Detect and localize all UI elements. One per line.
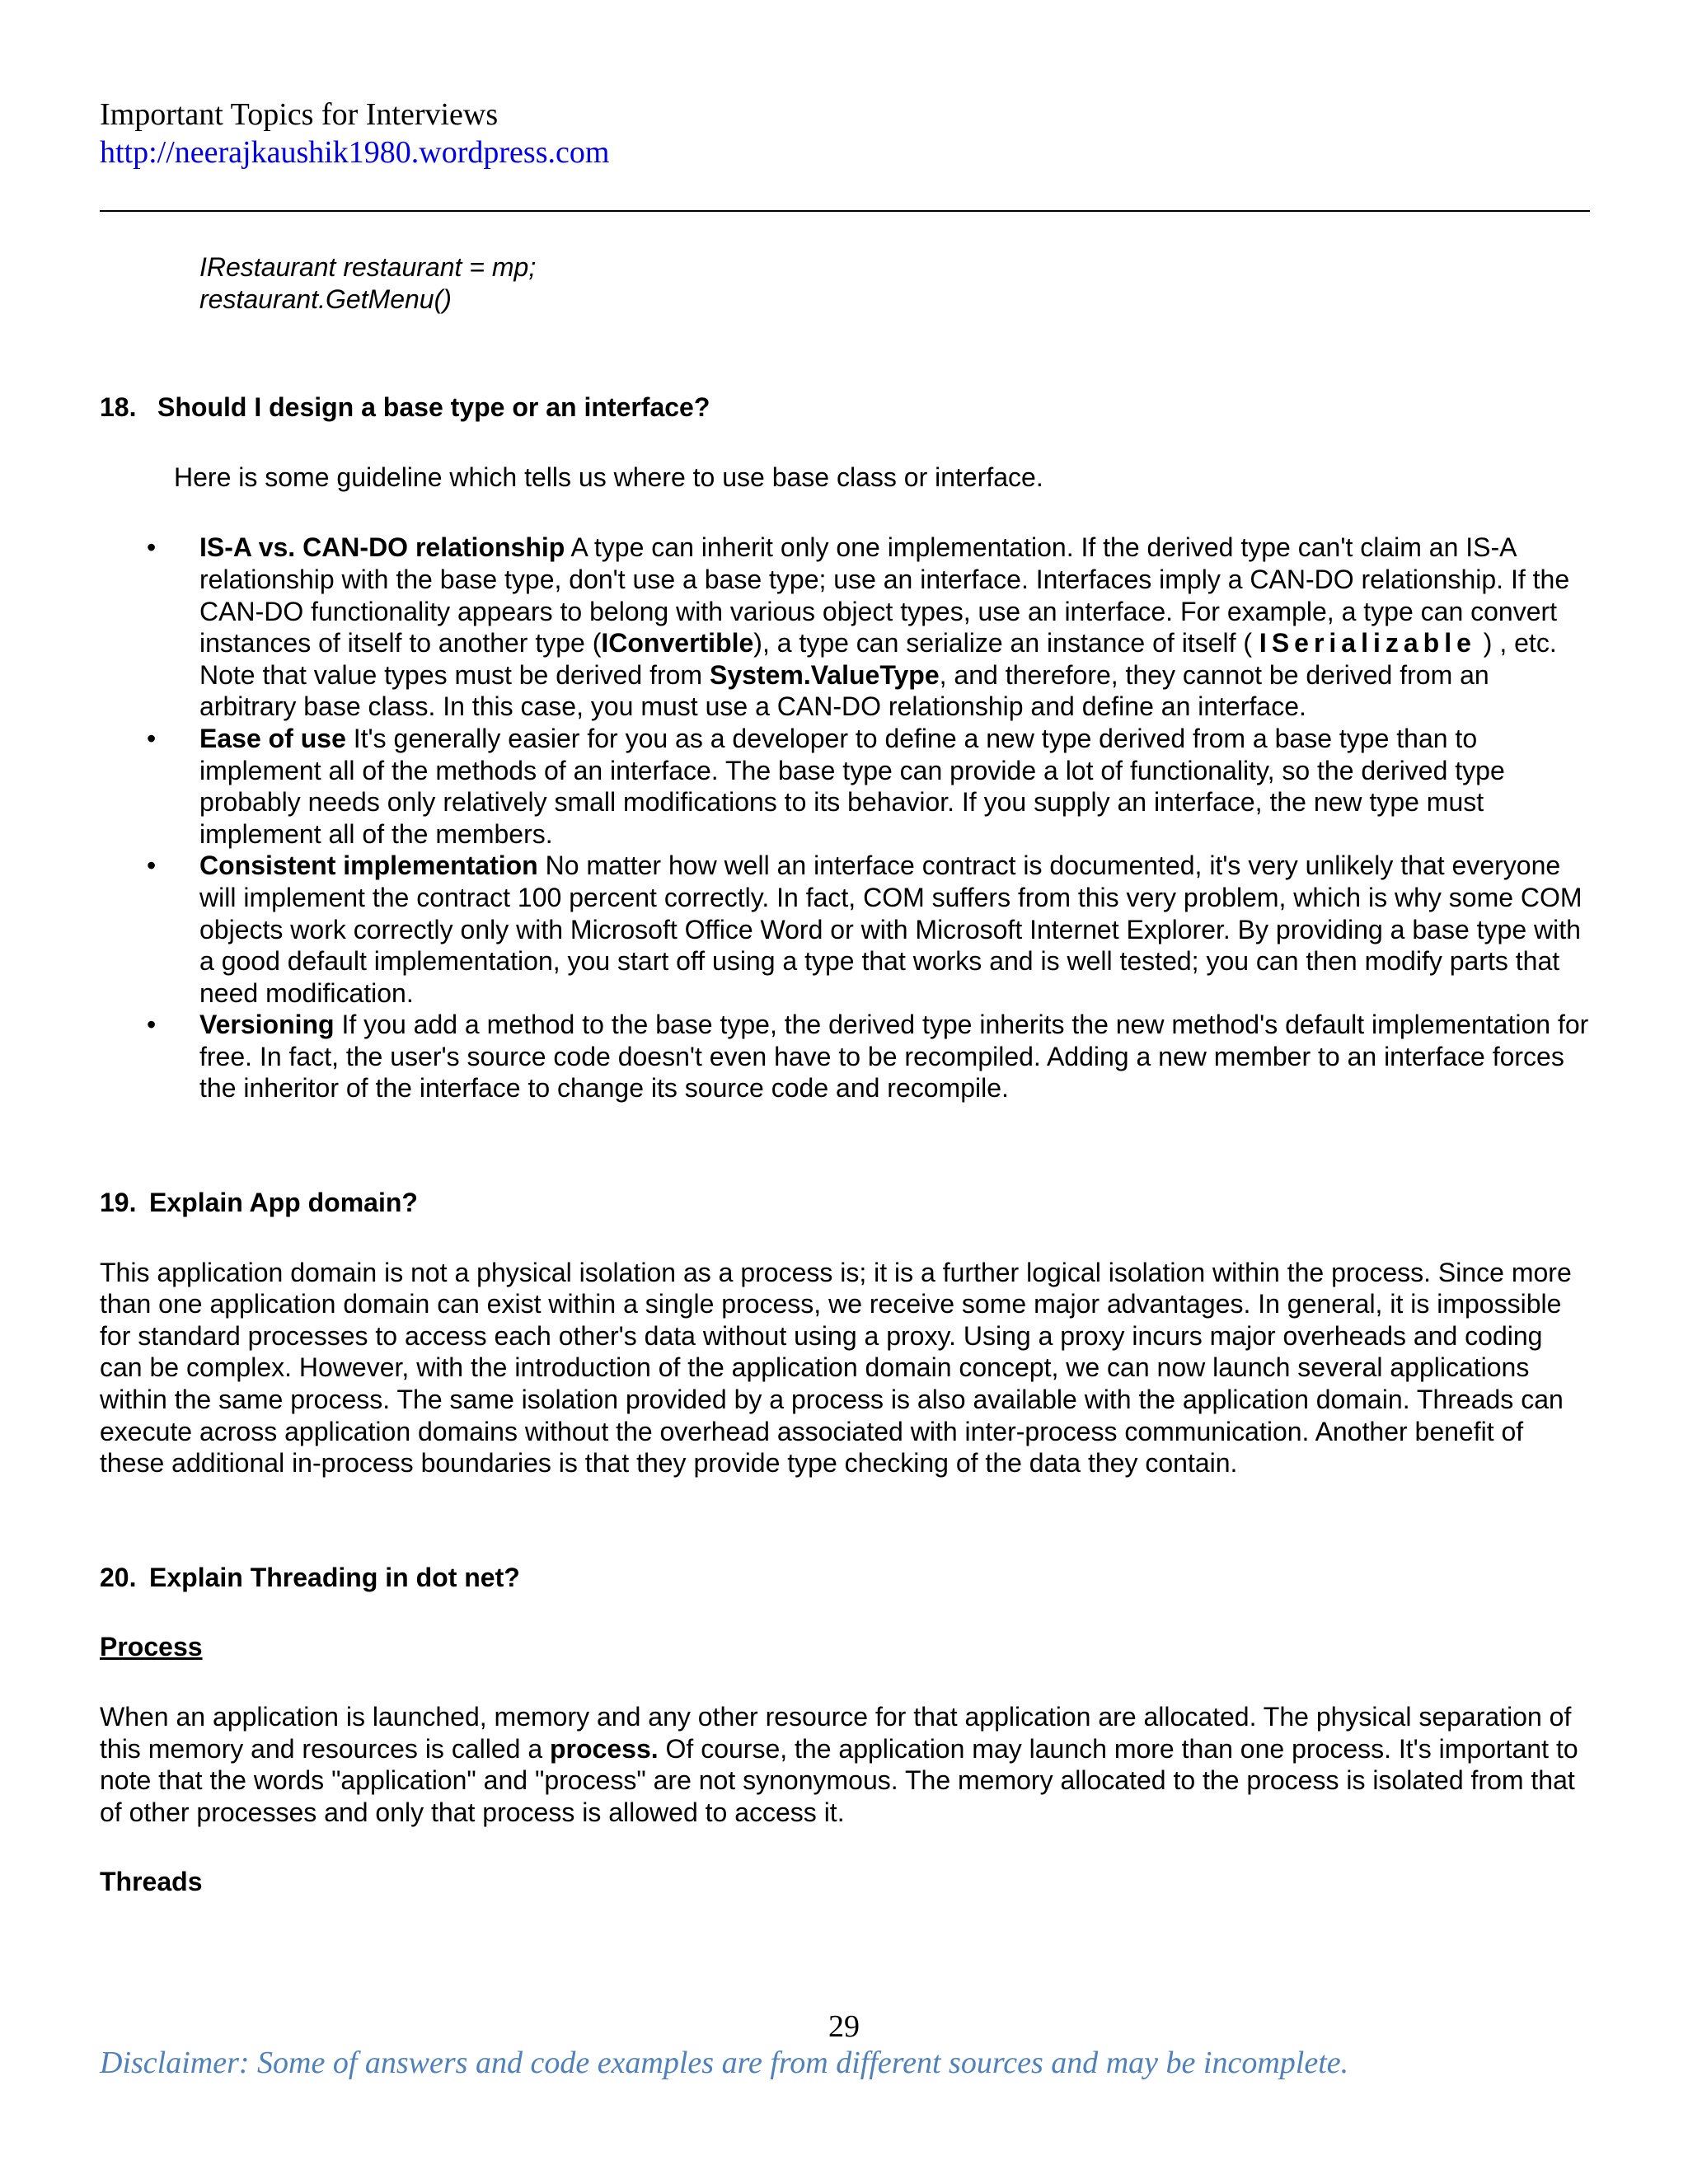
question-number: 19.	[100, 1188, 137, 1218]
bullet-term: IS-A vs. CAN-DO relationship	[199, 532, 565, 563]
bullet-icon: •	[147, 1010, 157, 1040]
question-title: Explain App domain?	[149, 1188, 418, 1218]
question-title: Should I design a base type or an interface?	[157, 392, 710, 423]
bullet-term: Ease of use	[199, 723, 346, 753]
process-paragraph: When an application is launched, memory and any other resource for that application are allocated. The physical separation of this memory and resources is called a process. Of course, the application may launch more than one process. It's important to note that the words "application" and "process" are not synonymous. The memory allocated to the process is isolated from that of other processes and only that process is allowed to access it.	[100, 1702, 1578, 1827]
page-content	[100, 251, 1592, 1898]
question-18-heading	[100, 391, 1592, 424]
question-title: Explain Threading in dot net?	[149, 1562, 520, 1592]
bullet-term: Consistent implementation	[199, 851, 538, 881]
list-item: • Consistent implementation No matter how well an interface contract is documented, it's very unlikely that everyone will implement the contract 100 percent correctly. In fact, COM suffers from this very problem, which is why some COM objects work correctly only with Microsoft Office Word or with Microsoft Internet Explorer. By providing a base type with a good default implementation, you start off using a type that works and is well tested; you can then modify parts that need modification.	[147, 851, 1582, 1008]
list-item: • Ease of use It's generally easier for you as a developer to define a new type derived from a base type than to implement all of the methods of an interface. The base type can provide a lot of functionality, so the derived type probably needs only relatively small modifications to its behavior. If you supply an interface, the new type must implement all of the members.	[147, 723, 1505, 849]
bullet-icon: •	[147, 532, 157, 563]
guideline-intro: Here is some guideline which tells us where to use base class or interface.	[174, 462, 1043, 492]
threads-heading: Threads	[100, 1867, 203, 1897]
header-url-link[interactable]: http://neerajkaushik1980.wordpress.com	[100, 135, 610, 170]
header-title: Important Topics for Interviews	[100, 97, 499, 132]
page-number: 29	[828, 2009, 860, 2044]
list-item: • Versioning If you add a method to the base type, the derived type inherits the new method's default implementation for free. In fact, the user's source code doesn't even have to be recompiled. Adding a new member to an interface forces the inheritor of the interface to change its source code and recompile.	[147, 1010, 1589, 1104]
bullet-icon: •	[147, 851, 157, 881]
bullet-icon: •	[147, 723, 157, 753]
code-line: restaurant.GetMenu()	[199, 284, 452, 314]
header-divider	[100, 210, 1590, 212]
app-domain-paragraph: This application domain is not a physical isolation as a process is; it is a further logical isolation within the process. Since more than one application domain can exist within a single process, we receive some major advantages. In general, it is impossible for standard processes to access each other's data without using a proxy. Using a proxy incurs major overheads and coding can be complex. However, with the introduction of the application domain concept, we can now launch several applications within the same process. The same isolation provided by a process is also available with the application domain. Threads can execute across application domains without the overhead associated with inter-process communication. Another benefit of these additional in-process boundaries is that they provide type checking of the data they contain.	[100, 1257, 1572, 1479]
question-number: 18.	[100, 392, 137, 423]
page-header	[100, 96, 609, 171]
code-line: IRestaurant restaurant = mp;	[199, 252, 537, 282]
code-snippet	[199, 251, 1592, 315]
list-item: • IS-A vs. CAN-DO relationship A type can inherit only one implementation. If the derived type can't claim an IS-A relationship with the base type, don't use a base type; use an interface. Interfaces imply a CAN-DO relationship. If the CAN-DO functionality appears to belong with various object types, use an interface. For example, a type can convert instances of itself to another type (IConvertible), a type can serialize an instance of itself ( ISerializable ) , etc. Note that value types must be derived from System.ValueType, and therefore, they cannot be derived from an arbitrary base class. In this case, you must use a CAN-DO relationship and define an interface.	[147, 532, 1570, 722]
disclaimer: Disclaimer: Some of answers and code examples are from different sources and may be incomplete.	[100, 2046, 1349, 2080]
question-19-heading	[100, 1187, 1592, 1219]
bullet-term: Versioning	[199, 1010, 335, 1040]
guideline-list	[100, 532, 1592, 1104]
process-heading: Process	[100, 1632, 203, 1662]
question-20-heading	[100, 1562, 1592, 1594]
question-number: 20.	[100, 1562, 137, 1592]
